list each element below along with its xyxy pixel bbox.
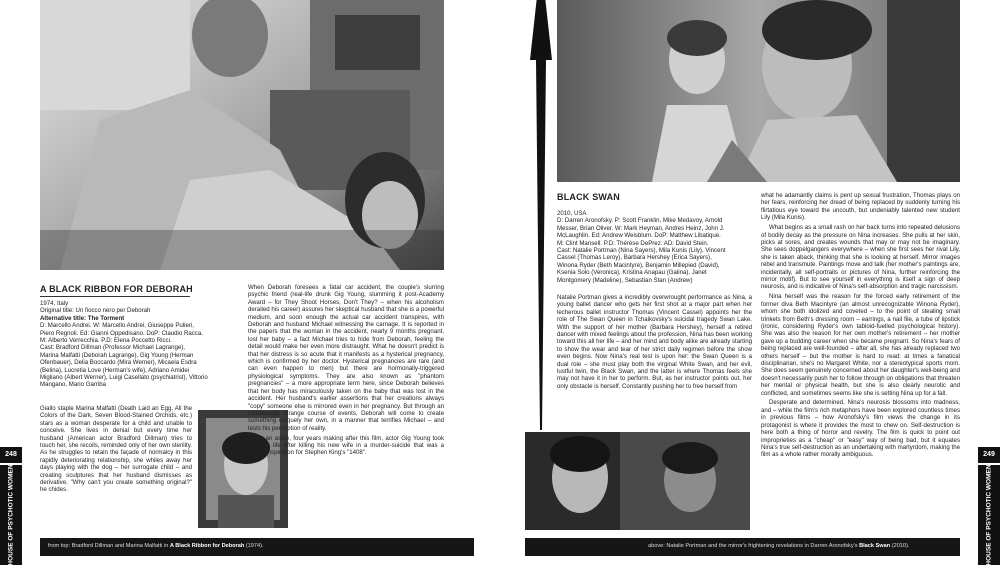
page-number-left: 248 (0, 447, 22, 463)
credit-line: Migliano (Albert Werner), Luigi Casellato (psychiatrist), Vittorio (40, 374, 208, 382)
body-paragraph: Nina herself was the reason for the forced early retirement of the former diva Beth Macintyre (an almost unrecognizable Winona Ryder), whom she both idolized and coveted – to the point of stealing small trinkets from Beth's dressing room – earrings, a nail file, a tube of lipstick (ironic, considering Ryder's own tabloid-fuelled psychological history). She was also the reason for her own mother's retirement – her mother gave up a budding career when she became pregnant. So Nina's fears of being replaced are well-founded – after all, she has already replaced two others herself – but the mother is hard to read: at times a fanatical disciplinarian, she's no Margaret White, nor a stereotypical sports mom. She does seem genuinely concerned about her daughter's well-being and doesn't necessarily push her to follow through on obligations that threaten her mental or physical health, but she is also clearly neurotic and conflicted, and sometimes seems like she is setting Nina up for a fall. (761, 293, 960, 397)
black-swan-column-2 (761, 192, 960, 532)
credit-line: Cast: Bradford Dillman (Professor Michael Lagrange), (40, 344, 185, 352)
dillman-malfatti-photo (40, 0, 444, 270)
black-ribbon-column-1 (40, 405, 192, 535)
title-underline (40, 296, 190, 297)
page-number-right: 249 (978, 447, 1000, 463)
caption-tail: (2010). (890, 543, 910, 549)
natalie-portman-photo (557, 0, 960, 182)
article-title-black-swan: BLACK SWAN (557, 192, 620, 202)
caption-lead: from top: Bradford Dillman and Marina Malfatti in (48, 543, 170, 549)
body-paragraph: Giallo staple Marina Malfatti (Death Laid an Egg, All the Colors of the Dark, Seven Blood-Stained Orchids, etc.) stars as a woman desperate for a child and unable to conceive. She lives in denial but every time her husband (American actor Bradford Dillman) tries to touch her, she recoils, reminded only of her own sterility. As he struggles to retain the façade of normalcy in this rapidly deteriorating relationship, she whiles away her days playing with the dog – her surrogate child – and creating sculptures that her husband dismisses as derivative. "Why can't you create something original?" he chides. (40, 405, 192, 494)
black-ribbon-accent-top (530, 0, 552, 60)
section-label: HOUSE OF PSYCHOTIC WOMEN (985, 464, 993, 566)
credit-line: D: Darren Aronofsky. P: Scott Franklin, Mike Medavoy, Arnold (557, 217, 723, 225)
body-paragraph: what he adamantly claims is pent up sexual frustration, Thomas plays on her fears, reinforcing her dread of being replaced by suddenly turning his flirtatious eye toward the uncouth, but undeniably talented new student Lily (Mila Kunis). (761, 192, 960, 222)
caption-right (648, 542, 909, 550)
mirror-revelation-photo (525, 432, 750, 530)
credit-line: Cast: Natalie Portman (Nina Sayers), Mila Kunis (Lily), Vincent (557, 247, 726, 255)
section-tab-left (0, 465, 22, 565)
black-ribbon-column-2 (248, 284, 444, 529)
credit-line: M: Alberto Verrecchia. P.D: Elena Poccetto Ricci. (40, 337, 172, 345)
credit-line: Alternative title: The Torment (40, 314, 125, 322)
credit-line: Cassel (Thomas Leroy), Barbara Hershey (Erica Sayers), (557, 254, 712, 262)
credit-line: 1974, Italy (40, 300, 69, 307)
credit-line: McLaughlin. Ed: Andrew Weisblum. DoP: Matthew Libatique. (557, 232, 721, 240)
credit-line: D: Marcello Andrei. W: Marcello Andrei, Giuseppe Pulieri, (40, 322, 194, 330)
credit-line: Marina Malfatti (Deborah Lagrange), Gig Young (Herman (40, 351, 194, 359)
section-tab-right (978, 465, 1000, 565)
body-paragraph: Desperate and determined, Nina's neurosis blossoms into madness, and – while the film's rich metaphors have been explored countless times in previous films – how Aronofsky's film views the change in its protagonist is where it provides the most to chew on. Self-destruction is here both a thing of horror and revelry. The film is quick to point out improprieties as a "cheap" or "easy" way of being bad, but it equates Nina's true self-destruction as an undertaking with martyrdom, making the film as a whole rather morally ambiguous. (761, 399, 960, 459)
caption-film-title: Black Swan (859, 543, 891, 549)
body-paragraph: Natalie Portman gives a incredibly overwrought performance as Nina, a young ballet dancer who gets her first shot at a major part when her lecherous ballet instructor Thomas (Vincent Cassel) appoints her the role of The Swan Queen in Tchaikovsky's suicidal tragedy Swan Lake. With the support of her mother (Barbara Hershey), herself a retired dancer with mixed feelings about the profession, Nina has been working toward this all her life – and her mind and body alike are already starting to show the wear and tear of her strict daily regimen before the show even begins. Now Nina's real test is upon her: the Swan Queen is a dual role – she must play both the virginal White Swan, and her evil, lustful twin, the Black Swan, and the latter is where Thomas feels she may not have it in her to perform. But, as her instructor points out, her only obstacle is herself. Constantly pushing her to free herself from (557, 294, 752, 390)
section-label: HOUSE OF PSYCHOTIC WOMEN (7, 464, 15, 566)
credit-line: Ofenbauer), Delia Boccardo (Mira Werner), Micaela Esdra (40, 359, 197, 367)
article-title-black-ribbon: A BLACK RIBBON FOR DEBORAH (40, 284, 193, 294)
credits-black-swan (557, 210, 752, 290)
credit-line: M: Clint Mansell. P.D: Thérèse DePrez. AD: David Stein. (557, 239, 709, 247)
body-paragraph: What begins as a small rash on her back turns into repeated delusions of bodily decay as the pressure on Nina increases. She pulls at her skin, picks at sores, and creates wounds that may or may not be imaginary. She sees doppelgangers everywhere – when she first sees her rival Lily, she is taken aback, thinking that she is looking at herself. Mirror images rebel and transmute. Paintings move and talk (her mother's paintings are, incidentally, all self-portraits or pictures of Nina, further reinforcing the mirror motif). But to see yourself in everything is itself a sign of deep neurosis, and is indicative of Nina's self-absorption and tragic narcissism. (761, 224, 960, 291)
credit-line: 2010, USA (557, 210, 587, 217)
credit-line: Original title: Un fiocco nero per Deborah (40, 307, 151, 315)
credit-line: Montgomery (Madeline), Sebastian Stan (Andrew) (557, 276, 693, 284)
credit-line: Ksenia Solo (Veronica), Kristina Anapau (Galina), Janet (557, 269, 707, 277)
body-paragraph: When Deborah foresees a fatal car accident, the couple's slurring psychic friend (real-life drunk Gig Young, slumming it post-Academy Award – for They Shoot Horses, Don't They? – when his alcoholism derailed his career) assures her skeptical husband that she is a powerful medium, and soon enough the actual car accident transpires, with Deborah and husband Michael witnessing the carnage. It is reported in the papers that the woman in the accident, nearly 9 months pregnant, lost her baby – a fact Michael tries to hide from Deborah, feeling the detail would make her even more distraught. What he doesn't predict is that her distress is so acute that it manifests as a hysterical pregnancy, which is confirmed by her doctor. Hysterical pregnancies are rare (and can even happen to men) but there are hormonally-triggered physiological symptoms. They are also known as "phantom pregnancies" – a more appropriate term here, since Deborah believes that her body has miraculously taken on the baby that was lost in the accident. Her husband's earlier assertions that her creations always "copy" someone else is mirrored even in her pregnancy. But through an increasingly strange course of events, Deborah will come to create something uniquely her own, in a manner that terrifies Michael – and tests his perception of reality. (248, 284, 444, 432)
caption-film-title: A Black Ribbon for Deborah (169, 543, 245, 549)
credit-line: Piero Regnoli. Ed: Gianni Oppedisano. DoP: Claudio Racca. (40, 329, 203, 337)
credits-black-ribbon (40, 300, 240, 395)
caption-left (48, 542, 264, 550)
black-ribbon-accent (536, 60, 546, 430)
body-paragraph: As an aside, four years making after this film, actor Gig Young took his own life after killing his new wife in a murder-suicide that was a partial inspiration for Stephen King's "1408". (248, 434, 444, 457)
black-swan-column-1 (557, 294, 752, 422)
credit-line: Mangano, Mario Garriba (40, 381, 107, 389)
credit-line: Messer, Brian Oliver. W: Mark Heyman, Andres Heinz, John J. (557, 224, 725, 232)
credit-line: Winona Ryder (Beth Macintyre), Benjamin Millepied (David), (557, 261, 720, 269)
credit-line: (Belina), Lucretia Love (Herman's wife), Adriano Amidei (40, 366, 190, 374)
caption-tail: (1974). (244, 543, 264, 549)
caption-lead: above: Natalie Portman and the mirror's frightening revelations in Darren Aronofsky's (648, 543, 860, 549)
